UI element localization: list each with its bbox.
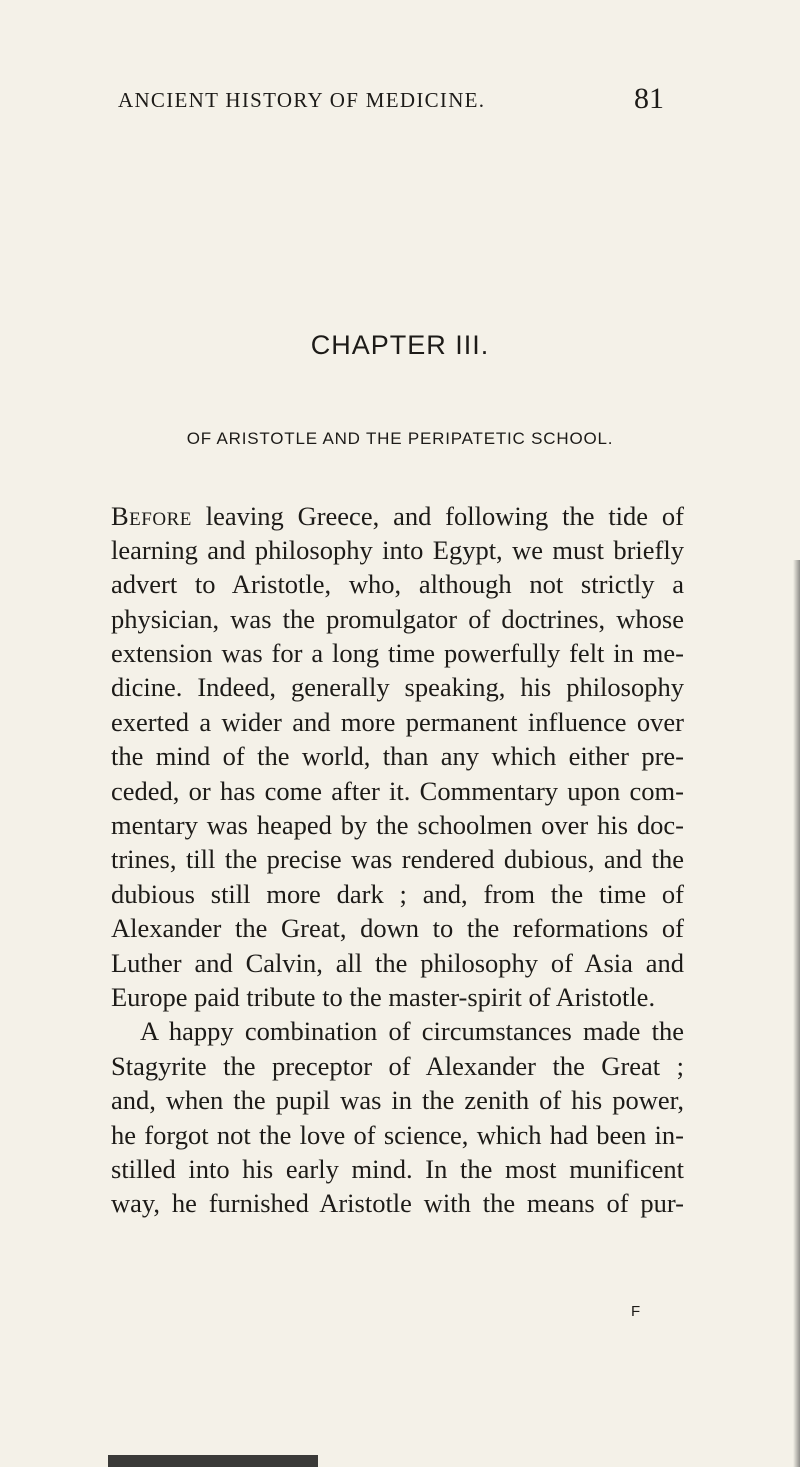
body-line: way, he furnished Aristotle with the means of pur- xyxy=(111,1188,684,1218)
running-title: ANCIENT HISTORY OF MEDICINE. xyxy=(118,88,486,112)
signature-mark: F xyxy=(631,1303,641,1320)
body-line: trines, till the precise was rendered dubious, and the xyxy=(111,844,684,874)
body-line: Europe paid tribute to the master-spirit of Aristotle. xyxy=(111,982,656,1012)
page-edge-bar xyxy=(108,1455,318,1467)
page-edge-shadow xyxy=(793,560,800,1467)
body-line: ceded, or has come after it. Commentary upon com- xyxy=(111,776,684,806)
drop-word: Before xyxy=(111,501,192,531)
body-line: Stagyrite the preceptor of Alexander the Great ; xyxy=(111,1051,684,1081)
body-line: the mind of the world, than any which either pre- xyxy=(111,741,684,771)
running-head xyxy=(0,82,800,118)
body-line: mentary was heaped by the schoolmen over his doc- xyxy=(111,810,684,840)
body-line: and, when the pupil was in the zenith of his power, xyxy=(111,1085,684,1115)
body-line: A happy combination of circumstances made the xyxy=(140,1016,684,1046)
body-line: he forgot not the love of science, which had been in- xyxy=(111,1120,684,1150)
body-line: learning and philosophy into Egypt, we must briefly xyxy=(111,535,684,565)
body-line: Before leaving Greece, and following the tide of xyxy=(111,501,684,531)
chapter-subtitle: OF ARISTOTLE AND THE PERIPATETIC SCHOOL. xyxy=(186,429,614,448)
body-line: advert to Aristotle, who, although not strictly a xyxy=(111,569,684,599)
body-line: Luther and Calvin, all the philosophy of Asia and xyxy=(111,948,684,978)
body-line: stilled into his early mind. In the most munificent xyxy=(111,1154,684,1184)
body-line: exerted a wider and more permanent influence over xyxy=(111,707,684,737)
body-line: dicine. Indeed, generally speaking, his philosophy xyxy=(111,672,684,702)
body-line: extension was for a long time powerfully felt in me- xyxy=(111,638,684,668)
body-line: physician, was the promulgator of doctrines, whose xyxy=(111,604,684,634)
page-number: 81 xyxy=(634,82,664,115)
chapter-title: CHAPTER III. xyxy=(310,330,490,360)
body-line: dubious still more dark ; and, from the time of xyxy=(111,879,684,909)
body-line: Alexander the Great, down to the reformations of xyxy=(111,913,684,943)
